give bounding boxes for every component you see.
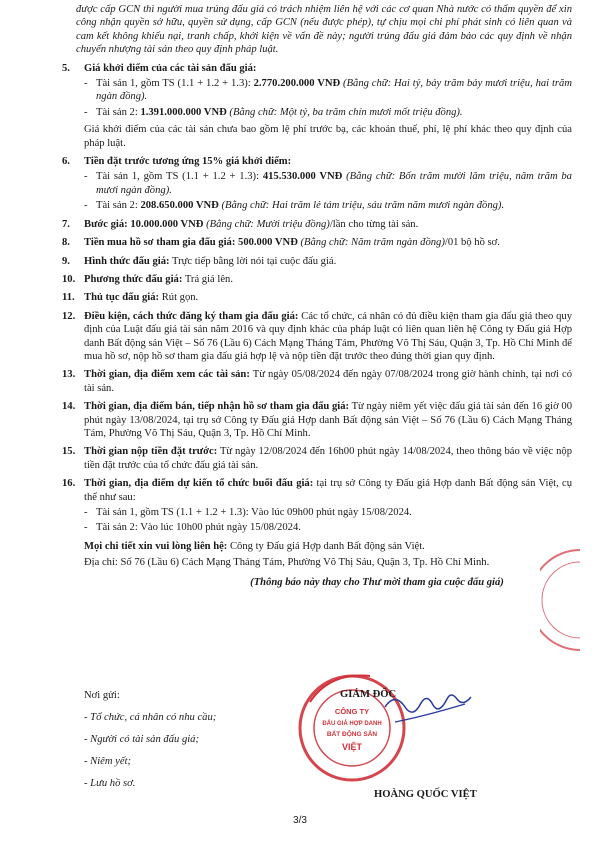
recipient-item: - Tổ chức, cá nhân có nhu cầu; <box>84 712 217 723</box>
page-number: 3/3 <box>293 815 307 826</box>
list-item: - Tài sản 1, gồm TS (1.1 + 1.2 + 1.3): 2.770.200.000 VNĐ (Bằng chữ: Hai tỷ, bảy trăm bảy mươi triệu, hai trăm ngàn đồng). <box>84 78 572 103</box>
contact-address: Địa chỉ: Số 76 (Lầu 6) Cách Mạng Tháng Tám, Phường Võ Thị Sáu, Quận 3, Tp. Hồ Chí Minh. <box>84 557 490 569</box>
svg-text:ĐẤU GIÁ HỢP DANH: ĐẤU GIÁ HỢP DANH <box>322 721 382 727</box>
section-11: 11. Thủ tục đấu giá: Rút gọn. <box>62 292 199 304</box>
section-title: Tiền đặt trước tương ứng 15% giá khởi điểm: <box>84 156 292 168</box>
price-value: 2.770.200.000 VNĐ <box>253 78 341 90</box>
recipients-title: Nơi gửi: <box>84 690 120 701</box>
section-12: 12. Điều kiện, cách thức đăng ký tham gia đấu giá: Các tổ chức, cá nhân có đủ điều kiện tham gia đấu giá theo quy định của Luật đấu giá tài sản năm 2016 và quy định khác của pháp luật có liên quan liên hệ Công ty Đấu giá Hợp danh Bất động sản Việt – Số 76 (Lầu 6) Cách Mạng Tháng Tám, Phường Võ Thị Sáu, Quận 3, Tp. Hồ Chí Minh để mua hồ sơ, nộp hồ sơ tham gia đấu giá hợp lệ và nộp tiền đặt trước theo đúng thời gian quy định. <box>62 310 573 362</box>
section-8: 8. Tiền mua hồ sơ tham gia đấu giá: 500.000 VNĐ (Bằng chữ: Năm trăm ngàn đồng)/01 bộ hồ sơ. <box>62 237 500 249</box>
section-5 <box>62 62 572 75</box>
section-16: 16. Thời gian, địa điểm dự kiến tổ chức buổi đấu giá: tại trụ sở Công ty Đấu giá Hợp danh Bất động sản Việt, cụ thể như sau: <box>62 478 572 503</box>
price-value: 1.391.000.000 VNĐ <box>140 106 227 118</box>
closing-note: (Thông báo này thay cho Thư mời tham gia cuộc đấu giá) <box>250 576 504 588</box>
list-item: - Tài sản 2: 1.391.000.000 VNĐ (Bằng chữ: Một tỷ, ba trăm chín mươi mốt triệu đồng). <box>84 106 463 118</box>
signer-title: GIÁM ĐỐC <box>340 689 397 700</box>
section-number: 5. <box>62 62 70 74</box>
company-stamp <box>290 662 490 792</box>
section-note: Giá khởi điểm của các tài sản chưa bao gồm lệ phí trước bạ, các khoản thuế, phí, lệ phí khác theo quy định của pháp luật. <box>84 124 572 149</box>
section-15: 15. Thời gian nộp tiền đặt trước: Từ ngày 12/08/2024 đến 16h00 phút ngày 14/08/2024, theo thông báo về việc nộp tiền đặt trước của tổ chức đấu giá tài sản. <box>62 446 572 471</box>
deposit-value: 415.530.000 VNĐ <box>262 171 343 183</box>
section-10: 10. Phương thức đấu giá: Trả giá lên. <box>62 273 233 285</box>
intro-paragraph: được cấp GCN thì người mua trúng đấu giá có trách nhiệm liên hệ với các cơ quan Nhà nước có thẩm quyền để xin công nhận quyền sở hữu, quyền sử dụng, cấp GCN (nếu được phép), tự chịu mọi chi phí phát sinh có liên quan và cam kết không khiếu nại, tranh chấp, khởi kiện về vấn đề này; người trúng đấu giá đảm bảo các quy định về nhận chuyển nhượng tài sản theo quy định pháp luật. <box>76 4 572 56</box>
recipient-item: - Người có tài sản đấu giá; <box>84 734 200 745</box>
section-9: 9. Hình thức đấu giá: Trực tiếp bằng lời nói tại cuộc đấu giá. <box>62 255 337 267</box>
list-item: - Tài sản 1, gồm TS (1.1 + 1.2 + 1.3): 415.530.000 VNĐ (Bằng chữ: Bốn trăm mười lăm triệu, năm trăm ba mươi ngàn đồng). <box>84 171 572 196</box>
recipient-item: - Lưu hồ sơ. <box>84 778 136 789</box>
edge-seal <box>540 540 580 660</box>
recipient-item: - Niêm yết; <box>84 756 132 767</box>
document-body <box>62 3 572 589</box>
list-item: - Tài sản 1, gồm TS (1.1 + 1.2 + 1.3): Vào lúc 09h00 phút ngày 15/08/2024. <box>84 507 412 518</box>
section-6: 6. Tiền đặt trước tương ứng 15% giá khởi điểm: <box>62 156 292 168</box>
list-item: - Tài sản 2: 208.650.000 VNĐ (Bằng chữ: Hai trăm lẻ tám triệu, sáu trăm năm mươi ngàn đồng). <box>84 200 505 212</box>
contact-line: Mọi chi tiết xin vui lòng liên hệ: Công ty Đấu giá Hợp danh Bất động sản Việt. <box>84 540 425 552</box>
svg-text:BẤT ĐỘNG SẢN: BẤT ĐỘNG SẢN <box>326 731 378 738</box>
signer-name: HOÀNG QUỐC VIỆT <box>374 789 477 800</box>
deposit-value: 208.650.000 VNĐ <box>140 200 219 212</box>
section-14: 14. Thời gian, địa điểm bán, tiếp nhận hồ sơ tham gia đấu giá: Từ ngày niêm yết việc đấu giá tài sản đến 16 giờ 00 phút ngày 13/08/2024, tại trụ sở Công ty Đấu giá Hợp danh Bất động sản Việt – Số 76 (Lầu 6) Cách Mạng Tháng Tám, Phường Võ Thị Sáu, Quận 3, Tp. Hồ Chí Minh. <box>62 401 572 439</box>
section-7: 7. Bước giá: 10.000.000 VNĐ (Bằng chữ: Mười triệu đồng)/lần cho từng tài sản. <box>62 218 419 230</box>
list-item: - Tài sản 2: Vào lúc 10h00 phút ngày 15/08/2024. <box>84 522 301 534</box>
svg-text:CÔNG TY: CÔNG TY <box>334 707 370 716</box>
section-title: Giá khởi điểm của các tài sản đấu giá: <box>84 62 257 74</box>
svg-text:VIỆT: VIỆT <box>341 742 363 752</box>
recipients-list <box>84 685 216 795</box>
section-13: 13. Thời gian, địa điểm xem các tài sản: Từ ngày 05/08/2024 đến ngày 07/08/2024 trong giờ hành chính, tại nơi có tài sản. <box>62 369 572 394</box>
